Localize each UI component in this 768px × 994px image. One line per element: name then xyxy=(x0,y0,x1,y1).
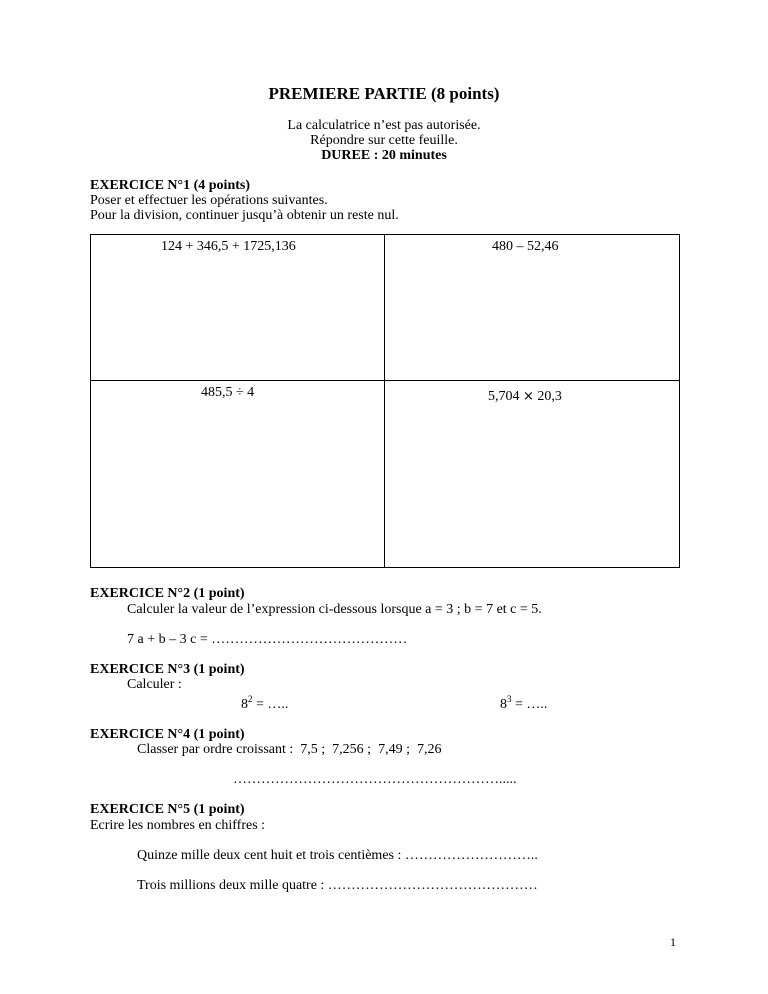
power-base: 8 xyxy=(241,697,248,712)
exercise-2-heading: EXERCICE N°2 (1 point) xyxy=(90,586,245,601)
exercise-2-instruction: Calculer la valeur de l’expression ci-dessous lorsque a = 3 ; b = 7 et c = 5. xyxy=(127,602,542,617)
power-8-cubed xyxy=(500,694,548,713)
page-number: 1 xyxy=(670,935,676,949)
table-vertical-divider xyxy=(384,235,385,567)
operation-division: 485,5 ÷ 4 xyxy=(201,385,255,400)
exercise-4-instruction: Classer par ordre croissant : 7,5 ; 7,256 ; 7,49 ; 7,26 xyxy=(137,742,442,757)
power-exponent: 2 xyxy=(248,694,253,704)
exercise-5-question-1: Quinze mille deux cent huit et trois centièmes : ……………………….. xyxy=(137,848,538,863)
multiply-symbol: × xyxy=(523,389,534,404)
operation-addition: 124 + 346,5 + 1725,136 xyxy=(161,239,296,254)
operations-table xyxy=(90,234,680,568)
operation-subtraction: 480 – 52,46 xyxy=(492,239,559,254)
duration-label: DUREE : 20 minutes xyxy=(321,148,447,163)
page-title: PREMIERE PARTIE (8 points) xyxy=(268,84,500,103)
operation-multiplication xyxy=(488,389,562,405)
table-horizontal-divider xyxy=(91,380,679,381)
exercise-1-instruction-2: Pour la division, continuer jusqu’à obtenir un reste nul. xyxy=(90,208,399,223)
exercise-1-heading: EXERCICE N°1 (4 points) xyxy=(90,178,251,193)
exercise-4-heading: EXERCICE N°4 (1 point) xyxy=(90,727,245,742)
multiplication-operand-a: 5,704 xyxy=(488,389,520,404)
exercise-3-instruction: Calculer : xyxy=(127,677,182,692)
power-base: 8 xyxy=(500,697,507,712)
multiplication-operand-b: 20,3 xyxy=(537,389,562,404)
power-8-squared xyxy=(241,694,289,713)
instruction-no-calculator: La calculatrice n’est pas autorisée. xyxy=(287,118,481,133)
exercise-3-heading: EXERCICE N°3 (1 point) xyxy=(90,662,245,677)
exercise-1-instruction-1: Poser et effectuer les opérations suivantes. xyxy=(90,193,328,208)
power-answer-blank: = ….. xyxy=(252,697,289,712)
exercise-5-heading: EXERCICE N°5 (1 point) xyxy=(90,802,245,817)
exercise-5-question-2: Trois millions deux mille quatre : ……………………………………… xyxy=(137,878,538,893)
power-exponent: 3 xyxy=(507,694,512,704)
exercise-2-expression: 7 a + b – 3 c = …………………………………… xyxy=(127,632,408,647)
exercise-5-instruction: Ecrire les nombres en chiffres : xyxy=(90,818,266,833)
power-answer-blank: = ….. xyxy=(511,697,548,712)
instruction-answer-sheet: Répondre sur cette feuille. xyxy=(310,133,458,148)
exercise-4-answer-line: …………………………………………………..... xyxy=(233,772,517,787)
